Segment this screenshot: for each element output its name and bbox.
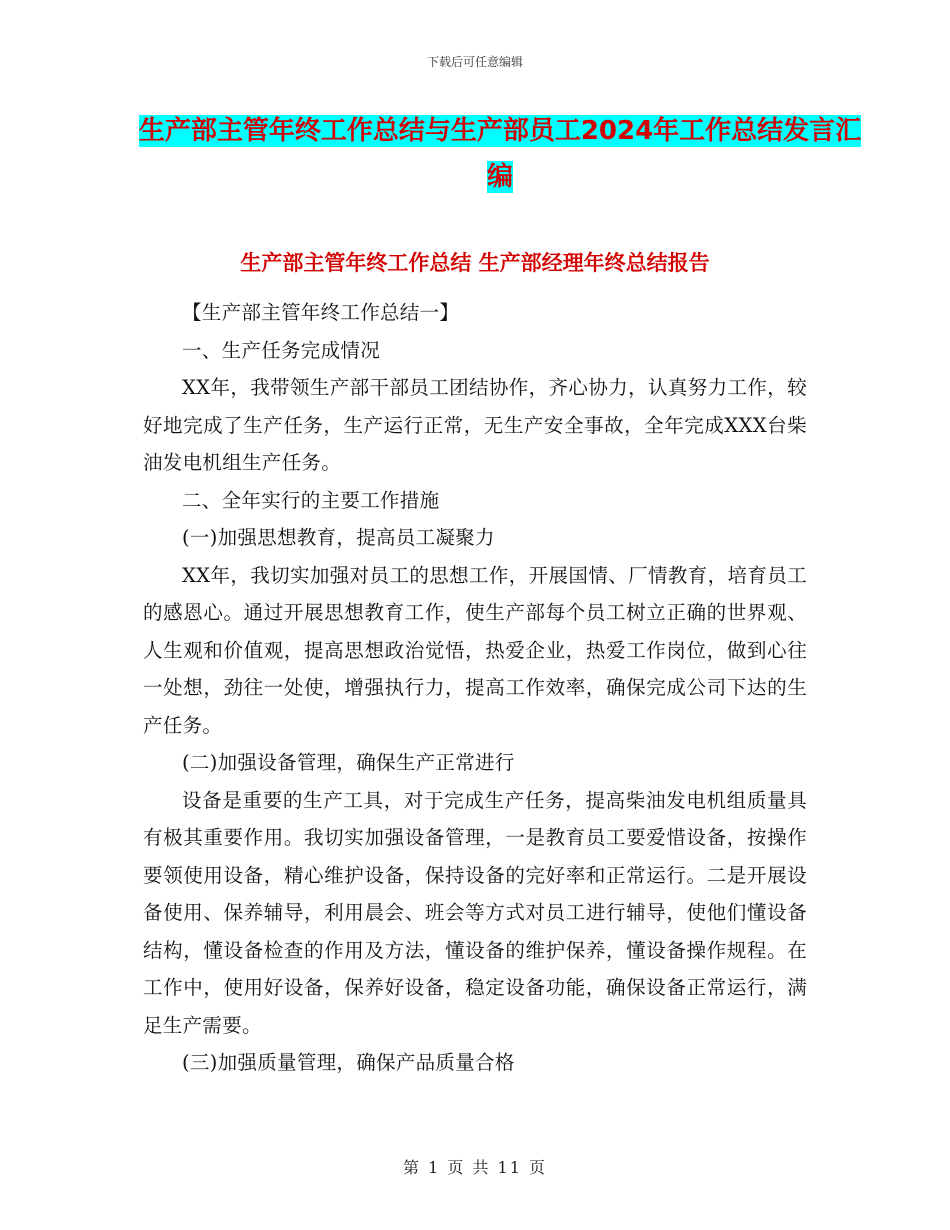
paragraph-section-marker: 【生产部主管年终工作总结一】 [182, 301, 460, 324]
header-note: 下载后可任意编辑 [426, 55, 523, 69]
paragraph-subheading-3: (三)加强质量管理，确保产品质量合格 [182, 1051, 515, 1074]
paragraph-heading-2: 二、全年实行的主要工作措施 [182, 488, 440, 512]
page-footer: 第 1 页 共 11 页 [403, 1158, 547, 1177]
paragraph-subheading-1: (一)加强思想教育，提高员工凝聚力 [182, 526, 495, 549]
paragraph: XX年，我切实加强对员工的思想工作，开展国情、厂情教育，培育员工的感恩心。通过开展思想教育工作，使生产部每个员工树立正确的世界观、人生观和价值观，提高思想政治觉悟，热爱企业，热爱工作岗位，做到心往一处想，劲往一处使，增强执行力，提高工作效率，确保完成公司下达的生产任务。 [143, 563, 807, 737]
paragraph-heading-1: 一、生产任务完成情况 [182, 338, 381, 362]
document-title-text: 生产部主管年终工作总结与生产部员工2024年工作总结发言汇编 [138, 116, 862, 192]
document-body [143, 294, 807, 1082]
document-title [130, 108, 870, 200]
document-subtitle: 生产部主管年终工作总结 生产部经理年终总结报告 [240, 251, 710, 275]
paragraph-subheading-2: (二)加强设备管理，确保生产正常进行 [182, 751, 515, 774]
paragraph: 设备是重要的生产工具，对于完成生产任务，提高柴油发电机组质量具有极其重要作用。我切实加强设备管理，一是教育员工要爱惜设备，按操作要领使用设备，精心维护设备，保持设备的完好率和正常运行。二是开展设备使用、保养辅导，利用晨会、班会等方式对员工进行辅导，使他们懂设备结构，懂设备检查的作用及方法，懂设备的维护保养，懂设备操作规程。在工作中，使用好设备，保养好设备，稳定设备功能，确保设备正常运行，满足生产需要。 [143, 788, 807, 1037]
paragraph: XX年，我带领生产部干部员工团结协作，齐心协力，认真努力工作，较好地完成了生产任务，生产运行正常，无生产安全事故，全年完成XXX台柴油发电机组生产任务。 [143, 376, 807, 474]
